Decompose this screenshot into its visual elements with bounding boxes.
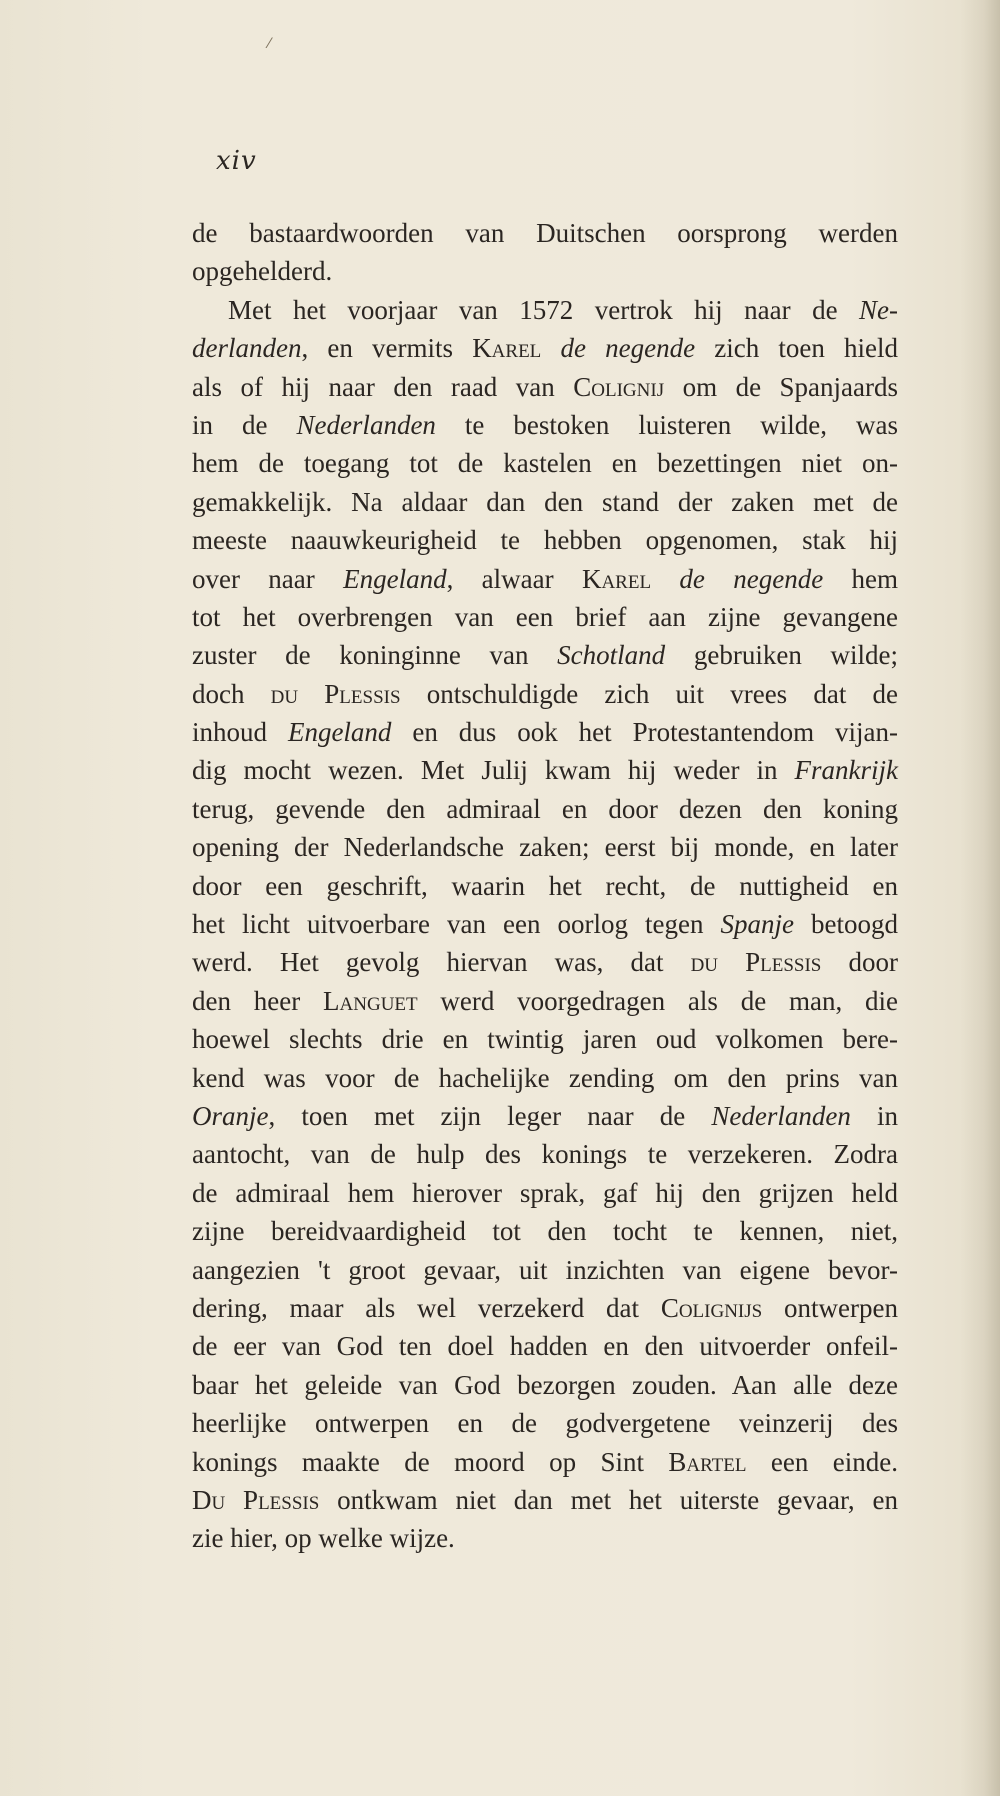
text-segment: door [821, 947, 898, 978]
text-line [192, 1097, 898, 1135]
text-line [192, 1174, 898, 1212]
text-line [192, 943, 898, 981]
text-segment: kend was voor de hachelijke zending om den prins van [192, 1062, 898, 1093]
text-segment: terug, gevende den admiraal en door dezen den koning [192, 793, 898, 824]
text-line [192, 252, 898, 290]
text-segment: om de Spanjaards [664, 371, 898, 402]
text-segment: dig mocht wezen. Met Julij kwam hij weder in [192, 755, 795, 786]
text-line [192, 560, 898, 598]
text-segment: de eer van God ten doel hadden en den uitvoerder onfeil- [192, 1331, 898, 1362]
text-segment: gemakkelijk. Na aldaar dan den stand der zaken met de [192, 486, 898, 517]
small-caps-name: Bartel [668, 1446, 747, 1477]
italic-text: Frankrijk [794, 755, 898, 786]
small-caps-name: Karel [581, 563, 652, 594]
small-caps-name: du Plessis [270, 678, 401, 709]
text-segment: , toen met zijn leger naar de [268, 1100, 712, 1131]
text-segment: zuster de koninginne van [192, 640, 558, 671]
text-segment: , alwaar [446, 563, 582, 594]
italic-text: Nederlanden [296, 409, 436, 440]
text-line [192, 444, 898, 482]
text-segment: het licht uitvoerbare van een oorlog tegen [192, 909, 721, 940]
text-segment: te bestoken luisteren wilde, was [435, 409, 898, 440]
text-segment: opening der Nederlandsche zaken; eerst bij monde, en later [192, 832, 898, 863]
text-segment [541, 333, 560, 363]
italic-text: Schotland [557, 640, 666, 671]
text-segment: werd voorgedragen als de man, die [417, 985, 898, 1016]
text-segment: hoewel slechts drie en twintig jaren oud volkomen bere- [192, 1024, 898, 1055]
text-line [192, 1327, 898, 1365]
text-segment: konings maakte de moord op Sint [192, 1446, 669, 1477]
italic-text: derlanden [192, 333, 302, 364]
text-segment: de admiraal hem hierover sprak, gaf hij den grijzen held [192, 1177, 898, 1208]
text-line [192, 483, 898, 521]
italic-text: Ne- [859, 294, 898, 325]
text-segment: dering, maar als wel verzekerd dat [192, 1292, 661, 1323]
small-caps-name: Colignij [573, 371, 665, 402]
text-segment: tot het overbrengen van een brief aan zijne gevangene [192, 601, 898, 632]
text-segment: in [850, 1100, 898, 1131]
text-line [192, 675, 898, 713]
text-line [192, 1212, 898, 1250]
text-segment: heerlijke ontwerpen en de godvergetene veinzerij des [192, 1408, 898, 1439]
text-segment: aangezien 't groot gevaar, uit inzichten van eigene bevor- [192, 1254, 898, 1285]
text-segment: opgehelderd. [192, 256, 333, 287]
text-segment: baar het geleide van God bezorgen zouden. Aan alle deze [192, 1369, 898, 1400]
text-segment: een einde. [746, 1446, 898, 1477]
text-line [192, 291, 898, 329]
page-edge-shadow [960, 0, 1000, 1796]
page-number: xiv [216, 146, 257, 176]
text-line [192, 368, 898, 406]
text-line [192, 751, 898, 789]
text-segment: ontschuldigde zich uit vrees dat de [400, 678, 899, 709]
text-segment: over naar [192, 563, 344, 594]
text-segment: door een geschrift, waarin het recht, de nuttigheid en [192, 870, 898, 901]
text-segment: betoogd [793, 909, 898, 940]
text-line [192, 828, 898, 866]
text-segment: aantocht, van de hulp des konings te verzekeren. Zodra [192, 1139, 898, 1170]
italic-text: Spanje [720, 909, 794, 940]
text-line [192, 1481, 898, 1519]
text-line [192, 1059, 898, 1097]
text-segment: zich toen hield [695, 333, 898, 364]
text-line [192, 790, 898, 828]
text-line [192, 1519, 898, 1557]
italic-text: Oranje [192, 1100, 269, 1131]
text-line [192, 598, 898, 636]
text-line [192, 636, 898, 674]
text-line [192, 867, 898, 905]
text-segment: als of hij naar den raad van [192, 371, 574, 402]
text-segment: den heer [192, 985, 324, 1016]
text-segment: ontwerpen [762, 1292, 898, 1323]
text-segment: zijne bereidvaardigheid tot den tocht te kennen, niet, [192, 1216, 898, 1247]
text-line [192, 1366, 898, 1404]
text-segment: werd. Het gevolg hiervan was, dat [192, 947, 691, 978]
text-segment: de bastaardwoorden van Duitschen oorsprong werden [192, 218, 898, 248]
text-line [192, 406, 898, 444]
text-line [192, 1135, 898, 1173]
text-segment: zie hier, op welke wijze. [192, 1523, 455, 1554]
small-caps-name: Languet [323, 985, 418, 1016]
text-segment [651, 564, 679, 594]
ink-mark: ⁄ [268, 36, 271, 52]
text-segment: inhoud [192, 717, 288, 748]
text-line [192, 1251, 898, 1289]
small-caps-name: Du Plessis [192, 1484, 320, 1515]
text-segment: meeste naauwkeurigheid te hebben opgenomen, stak hij [192, 525, 898, 556]
text-segment: hem [823, 563, 899, 594]
text-segment: , en vermits [301, 333, 473, 364]
text-segment: en dus ook het Protestantendom vijan- [391, 717, 898, 748]
text-line [192, 329, 898, 367]
text-segment: gebruiken wilde; [665, 640, 898, 671]
text-line [192, 214, 898, 252]
text-segment: in de [192, 409, 297, 440]
italic-text: de negende [679, 563, 824, 594]
text-line [192, 713, 898, 751]
italic-text: de negende [560, 333, 696, 364]
text-segment: ontkwam niet dan met het uiterste gevaar, en [319, 1484, 898, 1515]
text-line [192, 521, 898, 559]
small-caps-name: Karel [472, 333, 542, 364]
italic-text: Engeland [343, 563, 447, 594]
italic-text: Nederlanden [711, 1100, 851, 1131]
text-line [192, 1020, 898, 1058]
body-text [192, 214, 898, 1558]
text-segment: Met het voorjaar van 1572 vertrok hij naar de [228, 294, 860, 325]
text-segment: hem de toegang tot de kastelen en bezettingen niet on- [192, 448, 898, 479]
text-line [192, 905, 898, 943]
text-line [192, 982, 898, 1020]
small-caps-name: Colignijs [660, 1292, 763, 1323]
text-line [192, 1289, 898, 1327]
text-line [192, 1404, 898, 1442]
text-segment: doch [192, 678, 271, 709]
italic-text: Engeland [287, 717, 392, 748]
text-line [192, 1443, 898, 1481]
small-caps-name: du Plessis [690, 947, 822, 978]
